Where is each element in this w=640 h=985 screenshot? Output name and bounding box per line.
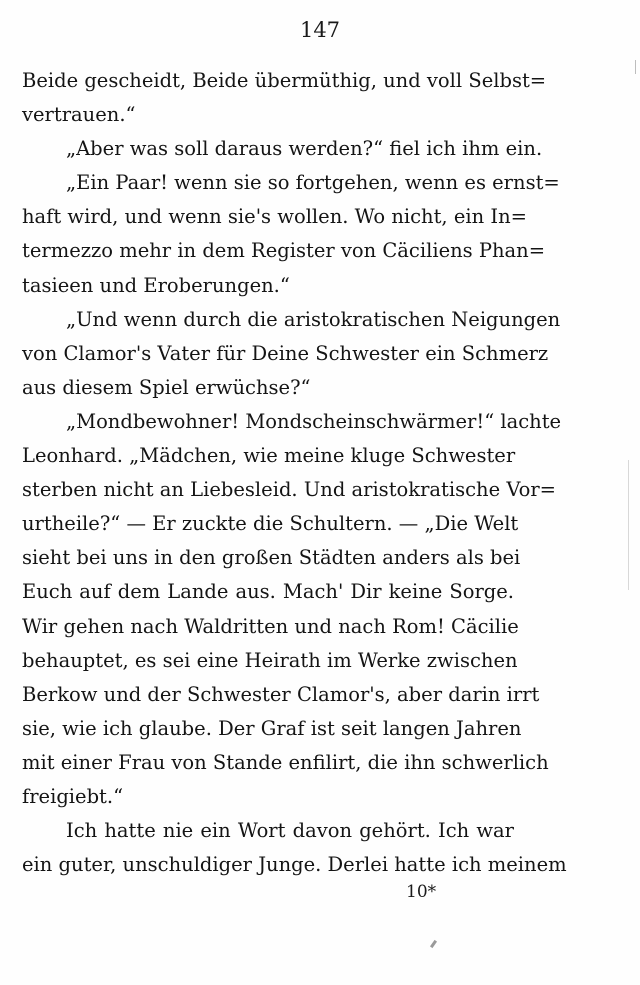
text-line: freigiebt.“ (22, 784, 124, 808)
signature-mark: 10* (406, 882, 437, 902)
text-line: Leonhard. „Mädchen, wie meine kluge Schwester (22, 444, 516, 468)
text-line: Ich hatte nie ein Wort davon gehört. Ich war (66, 819, 514, 843)
text-line: sterben nicht an Liebesleid. Und aristokratische Vor= (22, 478, 557, 502)
text-line: mit einer Frau von Stande enfilirt, die ihn schwerlich (22, 750, 549, 774)
text-line: „Ein Paar! wenn sie so fortgehen, wenn es ernst= (66, 171, 560, 195)
text-line: Berkow und der Schwester Clamor's, aber darin irrt (22, 682, 540, 706)
scan-artifact (635, 60, 636, 74)
text-line: Wir gehen nach Waldritten und nach Rom! Cäcilie (22, 614, 519, 638)
text-line: vertrauen.“ (22, 103, 136, 127)
text-line: haft wird, und wenn sie's wollen. Wo nicht, ein In= (22, 205, 527, 229)
text-line: tasieen und Eroberungen.“ (22, 273, 290, 297)
text-line: termezzo mehr in dem Register von Cäciliens Phan= (22, 239, 546, 263)
text-line: aus diesem Spiel erwüchse?“ (22, 375, 311, 399)
text-line: urtheile?“ — Er zuckte die Schultern. — „Die Welt (22, 512, 519, 536)
body-text (22, 64, 567, 882)
text-line: „Aber was soll daraus werden?“ fiel ich ihm ein. (66, 137, 543, 161)
text-line: „Und wenn durch die aristokratischen Neigungen (66, 307, 561, 331)
page-number: 147 (299, 18, 341, 42)
text-line: sieht bei uns in den großen Städten anders als bei (22, 546, 521, 570)
text-line: von Clamor's Vater für Deine Schwester ein Schmerz (22, 341, 549, 365)
scan-artifact (430, 940, 437, 948)
scan-artifact (628, 460, 629, 590)
text-line: Euch auf dem Lande aus. Mach' Dir keine Sorge. (22, 580, 514, 604)
text-line: „Mondbewohner! Mondscheinschwärmer!“ lachte (66, 409, 562, 433)
text-line: ein guter, unschuldiger Junge. Derlei hatte ich meinem (22, 853, 567, 877)
text-line: Beide gescheidt, Beide übermüthig, und voll Selbst= (22, 69, 547, 92)
text-line: sie, wie ich glaube. Der Graf ist seit langen Jahren (22, 716, 522, 740)
text-line: behauptet, es sei eine Heirath im Werke zwischen (22, 648, 518, 672)
